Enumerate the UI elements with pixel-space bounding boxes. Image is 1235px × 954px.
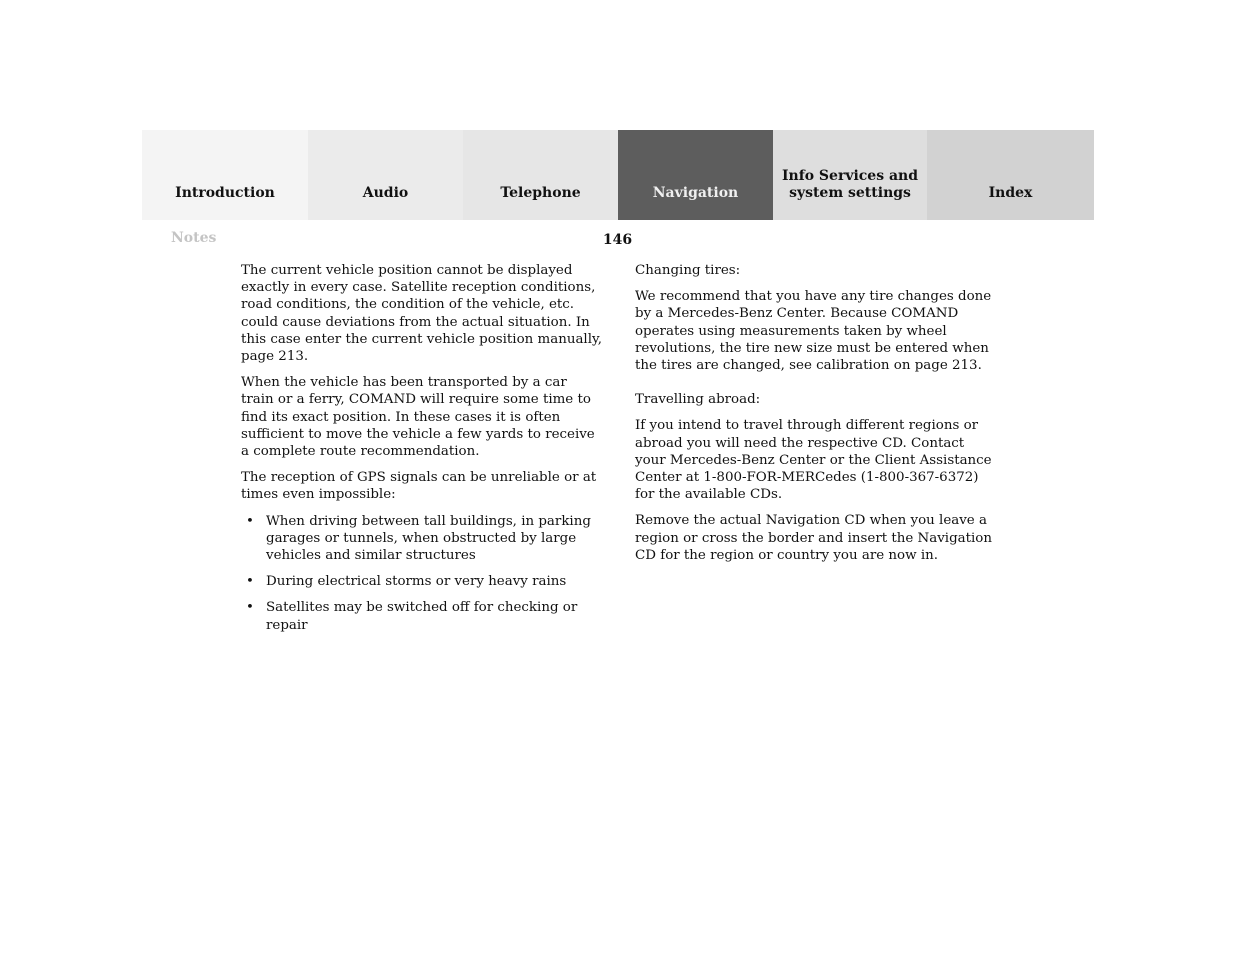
left-column: [241, 262, 603, 643]
list-item-text: During electrical storms or very heavy rains: [266, 574, 567, 590]
list-item-text: When driving between tall buildings, in parking garages or tunnels, when obstructed by large vehicles and similar structures: [266, 513, 591, 564]
paragraph: Remove the actual Navigation CD when you leave a region or cross the border and insert the Navigation CD for the region or country you are now in.: [635, 513, 992, 563]
tab-label: Telephone: [500, 185, 581, 201]
tab-index[interactable]: [927, 130, 1094, 220]
list-item-text: Satellites may be switched off for checking or repair: [266, 600, 578, 633]
bullet-icon: •: [246, 574, 254, 590]
tab-introduction[interactable]: [142, 130, 308, 220]
right-column: [635, 262, 995, 573]
paragraph: We recommend that you have any tire changes done by a Mercedes-Benz Center. Because COMAND operates using measurements taken by wheel revolutions, the tire new size must be entered when the tires are changed, see calibration on page 213.: [635, 289, 992, 374]
bullet-icon: •: [246, 600, 254, 616]
list-item: [241, 573, 603, 590]
chapter-tabs: [142, 130, 1094, 220]
tab-label: Audio: [362, 185, 409, 201]
section-label: Notes: [171, 230, 217, 246]
tab-navigation[interactable]: [618, 130, 773, 220]
paragraph: When the vehicle has been transported by a car train or a ferry, COMAND will require some time to find its exact position. In these cases it is often sufficient to move the vehicle a few yards to receive a complete route recommendation.: [241, 375, 595, 460]
paragraph: The reception of GPS signals can be unreliable or at times even impossible:: [241, 470, 597, 503]
paragraph: If you intend to travel through different regions or abroad you will need the respective CD. Contact your Mercedes-Benz Center or the Client Assistance Center at 1-800-FOR-MERCedes (1-800-367-6372) for the available CDs.: [635, 418, 992, 503]
bullet-icon: •: [246, 513, 254, 529]
tab-info-services[interactable]: [773, 130, 927, 220]
tab-label: Navigation: [652, 185, 739, 201]
tab-label: Info Services and system settings: [781, 168, 919, 201]
paragraph: The current vehicle position cannot be displayed exactly in every case. Satellite reception conditions, road conditions, the condition of the vehicle, etc. could cause deviations from the actual situation. In this case enter the current vehicle position manually, page 213.: [241, 263, 603, 365]
list-item: [241, 599, 603, 633]
tab-label: Introduction: [175, 185, 275, 201]
subheading: Travelling abroad:: [635, 392, 761, 408]
tab-telephone[interactable]: [463, 130, 618, 220]
tab-audio[interactable]: [308, 130, 463, 220]
page-number: 146: [602, 232, 633, 248]
list-item: [241, 513, 603, 565]
subheading: Changing tires:: [635, 263, 741, 278]
bullet-list: [241, 513, 603, 634]
tab-label: Index: [988, 185, 1033, 201]
